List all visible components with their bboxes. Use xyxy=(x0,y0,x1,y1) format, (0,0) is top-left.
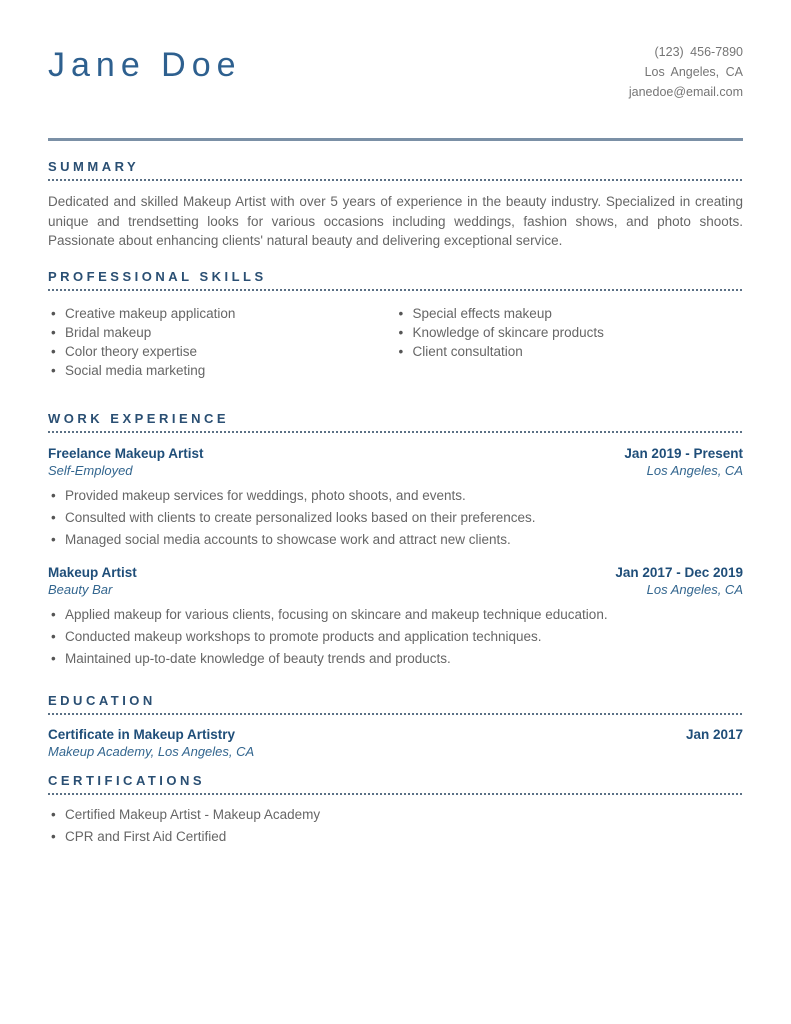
job-bullet: • Applied makeup for various clients, focusing on skincare and makeup technique education. xyxy=(48,607,743,623)
skill-item: • Social media marketing xyxy=(48,361,396,380)
summary-dashed-rule xyxy=(48,179,743,181)
contact-block xyxy=(629,42,743,102)
summary-heading: SUMMARY xyxy=(48,159,140,174)
job-subtitle-row xyxy=(48,463,743,478)
education-title-row xyxy=(48,727,743,742)
job-location: Los Angeles, CA xyxy=(646,581,743,597)
education-dashed-rule xyxy=(48,713,743,715)
certification-item: • Certified Makeup Artist - Makeup Academy xyxy=(48,807,743,823)
job-bullet-list xyxy=(48,488,743,548)
job-bullet: • Consulted with clients to create personalized looks based on their preferences. xyxy=(48,510,743,526)
certifications-dashed-rule xyxy=(48,793,743,795)
header-divider xyxy=(48,138,743,141)
section-education xyxy=(48,693,743,759)
resume-header xyxy=(48,42,743,102)
job-entry xyxy=(48,565,743,667)
job-bullet: • Managed social media accounts to showcase work and attract new clients. xyxy=(48,532,743,548)
section-summary xyxy=(48,159,743,251)
skills-column-right xyxy=(396,304,744,380)
job-bullet-list xyxy=(48,607,743,667)
job-title: Freelance Makeup Artist xyxy=(48,445,204,461)
job-dates: Jan 2017 - Dec 2019 xyxy=(615,564,743,580)
education-date: Jan 2017 xyxy=(685,726,743,742)
skills-dashed-rule xyxy=(48,289,743,291)
skill-item: • Client consultation xyxy=(396,342,744,361)
contact-location: Los Angeles, CA xyxy=(644,65,743,79)
contact-email: janedoe@email.com xyxy=(628,85,743,99)
job-bullet: • Provided makeup services for weddings, photo shoots, and events. xyxy=(48,488,743,504)
job-location: Los Angeles, CA xyxy=(646,462,743,478)
job-entry xyxy=(48,446,743,548)
skills-column-left xyxy=(48,304,396,380)
section-skills xyxy=(48,269,743,380)
job-title-row xyxy=(48,446,743,461)
contact-phone: (123) 456-7890 xyxy=(654,45,743,59)
section-work-experience xyxy=(48,411,743,667)
skill-item: • Special effects makeup xyxy=(396,304,744,323)
skill-item: • Color theory expertise xyxy=(48,342,396,361)
certifications-heading: CERTIFICATIONS xyxy=(48,772,206,788)
job-title-row xyxy=(48,565,743,580)
job-subtitle-row xyxy=(48,582,743,597)
job-title: Makeup Artist xyxy=(48,564,137,580)
education-subtitle-row xyxy=(48,744,743,759)
section-certifications xyxy=(48,773,743,845)
summary-text: Dedicated and skilled Makeup Artist with over 5 years of experience in the beauty industry. Specialized in creating unique and trendsetting looks for various occasions including weddings, fashion shows, and photo shoots. Passionate about enhancing clients' natural beauty and delivering exceptional service. xyxy=(48,194,743,248)
skills-heading: PROFESSIONAL SKILLS xyxy=(48,268,267,284)
work-heading: WORK EXPERIENCE xyxy=(48,410,230,426)
education-degree: Certificate in Makeup Artistry xyxy=(48,726,236,742)
skill-item: • Knowledge of skincare products xyxy=(396,323,744,342)
certifications-list xyxy=(48,807,743,845)
skills-columns xyxy=(48,304,743,380)
skill-item: • Creative makeup application xyxy=(48,304,396,323)
job-dates: Jan 2019 - Present xyxy=(624,445,743,461)
job-bullet: • Maintained up-to-date knowledge of beauty trends and products. xyxy=(48,651,743,667)
education-entry xyxy=(48,727,743,759)
work-dashed-rule xyxy=(48,431,743,433)
page-title: Jane Doe xyxy=(48,46,242,84)
certification-item: • CPR and First Aid Certified xyxy=(48,829,743,845)
education-heading: EDUCATION xyxy=(48,692,156,708)
education-school: Makeup Academy, Los Angeles, CA xyxy=(48,743,255,759)
skill-item: • Bridal makeup xyxy=(48,323,396,342)
job-company: Beauty Bar xyxy=(48,581,113,597)
job-bullet: • Conducted makeup workshops to promote products and application techniques. xyxy=(48,629,743,645)
job-company: Self-Employed xyxy=(48,462,133,478)
